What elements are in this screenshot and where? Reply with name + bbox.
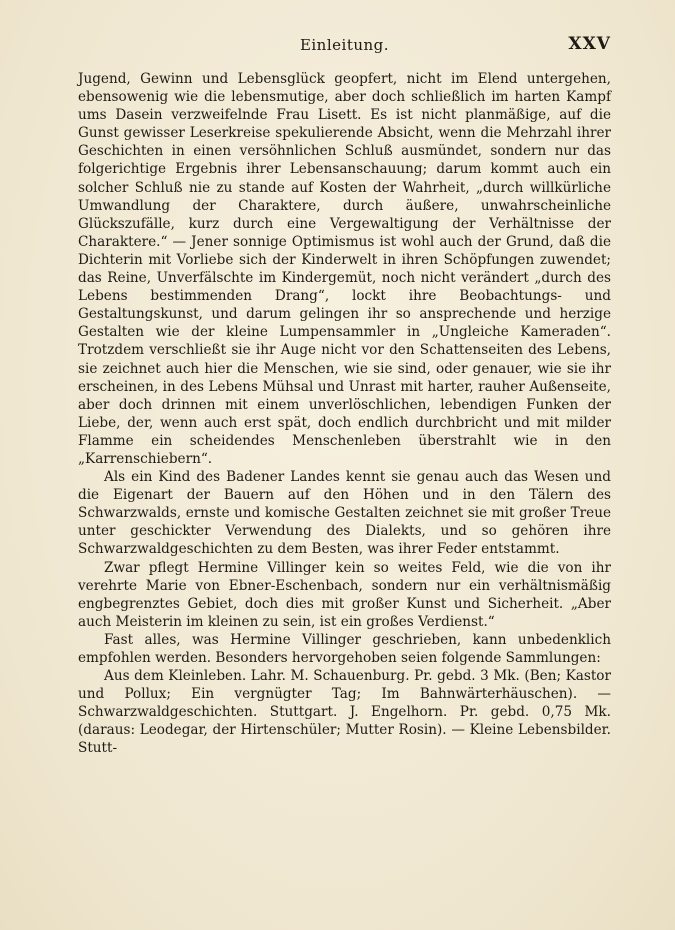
page-number: XXV (568, 34, 611, 54)
page-header (78, 34, 611, 60)
paragraph-5-bibliography: Aus dem Kleinleben. Lahr. M. Schauenburg. Pr. gebd. 3 Mk. (Ben; Kastor und Pollux; Ein vergnügter Tag; Im Bahnwärterhäuschen). — Schwarzwaldgeschichten. Stuttgart. J. Engelhorn. Pr. gebd. 0,75 Mk. (daraus: Leodegar, der Hirtenschüler; Mutter Rosin). — Kleine Lebensbilder. Stutt- (78, 668, 611, 757)
running-title: Einleitung. (299, 36, 390, 54)
paragraph-1: Jugend, Gewinn und Lebensglück geopfert, nicht im Elend untergehen, ebensowenig wie die lebensmutige, aber doch schließlich im harten Kampf ums Dasein verzweifelnde Frau Lisett. Es ist nicht planmäßige, auf die Gunst gewisser Leserkreise spekulierende Absicht, wenn die Mehrzahl ihrer Geschichten in einen versöhnlichen Schluß ausmündet, sondern nur das folgerichtige Ergebnis ihrer Lebensanschauung; darum kommt auch ein solcher Schluß nie zu stande auf Kosten der Wahrheit, „durch willkürliche Umwandlung der Charaktere, durch äußere, unwahrscheinliche Glückszufälle, kurz durch eine Vergewaltigung der Verhältnisse der Charaktere.“ — Jener sonnige Optimismus ist wohl auch der Grund, daß die Dichterin mit Vorliebe sich der Kinderwelt in ihren Schöpfungen zuwendet; das Reine, Unverfälschte im Kindergemüt, noch nicht verändert „durch des Lebens bestimmenden Drang“, lockt ihre Beobachtungs- und Gestaltungskunst, und darum gelingen ihr so ansprechende und herzige Gestalten wie der kleine Lumpensammler in „Ungleiche Kameraden“. Trotzdem verschließt sie ihr Auge nicht vor den Schattenseiten des Lebens, sie zeichnet auch hier die Menschen, wie sie sind, oder genauer, wie sie ihr erscheinen, in des Lebens Mühsal und Unrast mit harter, rauher Außenseite, aber doch drinnen mit einem unverlöschlichen, lebendigen Funken der Liebe, der, wenn auch erst spät, doch endlich durchbricht und mit milder Flamme ein scheidendes Menschenleben überstrahlt wie in den „Karrenschiebern“. (78, 71, 611, 467)
body-text (78, 70, 611, 758)
paragraph-2: Als ein Kind des Badener Landes kennt sie genau auch das Wesen und die Eigenart der Bauern auf den Höhen und in den Tälern des Schwarzwalds, ernste und komische Gestalten zeichnet sie mit großer Treue unter geschickter Verwendung des Dialekts, und so gehören ihre Schwarzwaldgeschichten zu dem Besten, was ihrer Feder entstammt. (78, 469, 611, 558)
paragraph-3: Zwar pflegt Hermine Villinger kein so weites Feld, wie die von ihr verehrte Marie von Ebner-Eschenbach, sondern nur ein verhältnismäßig engbegrenztes Gebiet, doch dies mit großer Kunst und Sicherheit. „Aber auch Meisterin im kleinen zu sein, ist ein großes Verdienst.“ (78, 559, 611, 630)
paragraph-4: Fast alles, was Hermine Villinger geschrieben, kann unbedenklich empfohlen werden. Besonders hervorgehoben seien folgende Sammlungen: (78, 631, 611, 666)
